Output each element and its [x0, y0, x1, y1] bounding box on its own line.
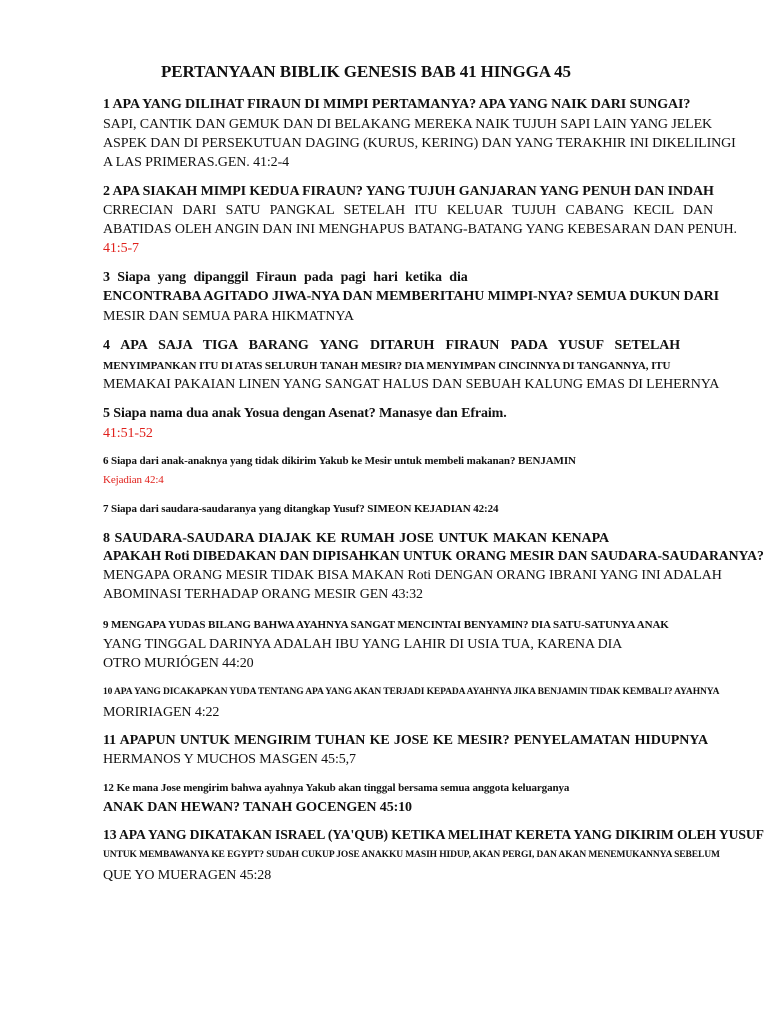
- question-8-line-2: APAKAH Roti DIBEDAKAN DAN DIPISAHKAN UNTUK ORANG MESIR DAN SAUDARA-SAUDARANYA?: [103, 549, 764, 564]
- question-6: 6 Siapa dari anak-anaknya yang tidak dikirim Yakub ke Mesir untuk membeli makanan? BENJAMIN: [103, 455, 576, 467]
- question-2: 2 APA SIAKAH MIMPI KEDUA FIRAUN? YANG TUJUH GANJARAN YANG PENUH DAN INDAH: [103, 184, 714, 199]
- answer-3: MESIR DAN SEMUA PARA HIKMATNYA: [103, 309, 354, 324]
- question-9: 9 MENGAPA YUDAS BILANG BAHWA AYAHNYA SANGAT MENCINTAI BENYAMIN? DIA SATU-SATUNYA ANAK: [103, 619, 669, 631]
- answer-4: MEMAKAI PAKAIAN LINEN YANG SANGAT HALUS DAN SEBUAH KALUNG EMAS DI LEHERNYA: [103, 377, 720, 392]
- question-11: 11 APAPUN UNTUK MENGIRIM TUHAN KE JOSE KE MESIR? PENYELAMATAN HIDUPNYA: [103, 733, 708, 748]
- answer-12: ANAK DAN HEWAN? TANAH GOCENGEN 45:10: [103, 800, 412, 815]
- answer-2-line-2: ABATIDAS OLEH ANGIN DAN INI MENGHAPUS BATANG-BATANG YANG KEBESARAN DAN PENUH.: [103, 222, 737, 237]
- answer-1-line-1: SAPI, CANTIK DAN GEMUK DAN DI BELAKANG MEREKA NAIK TUJUH SAPI LAIN YANG JELEK: [103, 117, 713, 132]
- question-4-line-1: 4 APA SAJA TIGA BARANG YANG DITARUH FIRAUN PADA YUSUF SETELAH: [103, 338, 680, 353]
- question-12: 12 Ke mana Jose mengirim bahwa ayahnya Yakub akan tinggal bersama semua anggota keluarganya: [103, 782, 570, 794]
- answer-2-line-1: CRRECIAN DARI SATU PANGKAL SETELAH ITU KELUAR TUJUH CABANG KECIL DAN: [103, 203, 713, 218]
- question-4-line-2: MENYIMPANKAN ITU DI ATAS SELURUH TANAH MESIR? DIA MENYIMPAN CINCINNYA DI TANGANNYA, ITU: [103, 360, 671, 372]
- question-13-line-2: UNTUK MEMBAWANYA KE EGYPT? SUDAH CUKUP JOSE ANAKKU MASIH HIDUP, AKAN PERGI, DAN AKAN MENEMUKANNYA SEBELUM: [103, 850, 720, 860]
- answer-10: MORIRIAGEN 4:22: [103, 705, 220, 720]
- page-title: PERTANYAAN BIBLIK GENESIS BAB 41 HINGGA 45: [161, 62, 571, 81]
- question-13-line-1: 13 APA YANG DIKATAKAN ISRAEL (YA'QUB) KETIKA MELIHAT KERETA YANG DIKIRIM OLEH YUSUF: [103, 828, 764, 843]
- answer-5-reference: 41:51-52: [103, 426, 153, 441]
- answer-9-line-2: OTRO MURIÓGEN 44:20: [103, 656, 254, 671]
- answer-6-reference: Kejadian 42:4: [103, 474, 164, 486]
- question-3-line-1: 3 Siapa yang dipanggil Firaun pada pagi hari ketika dia: [103, 270, 468, 285]
- question-3-line-2: ENCONTRABA AGITADO JIWA-NYA DAN MEMBERITAHU MIMPI-NYA? SEMUA DUKUN DARI: [103, 289, 719, 304]
- answer-1-line-2: ASPEK DAN DI PERSEKUTUAN DAGING (KURUS, KERING) DAN YANG TERAKHIR INI DIKELILINGI: [103, 136, 736, 151]
- question-7: 7 Siapa dari saudara-saudaranya yang ditangkap Yusuf? SIMEON KEJADIAN 42:24: [103, 503, 499, 515]
- answer-8-line-2: ABOMINASI TERHADAP ORANG MESIR GEN 43:32: [103, 587, 423, 602]
- question-1: 1 APA YANG DILIHAT FIRAUN DI MIMPI PERTAMANYA? APA YANG NAIK DARI SUNGAI?: [103, 97, 691, 112]
- answer-2-reference: 41:5-7: [103, 241, 139, 256]
- question-5: 5 Siapa nama dua anak Yosua dengan Asenat? Manasye dan Efraim.: [103, 406, 507, 421]
- answer-8-line-1: MENGAPA ORANG MESIR TIDAK BISA MAKAN Roti DENGAN ORANG IBRANI YANG INI ADALAH: [103, 568, 722, 583]
- answer-13: QUE YO MUERAGEN 45:28: [103, 868, 272, 883]
- answer-9-line-1: YANG TINGGAL DARINYA ADALAH IBU YANG LAHIR DI USIA TUA, KARENA DIA: [103, 637, 623, 652]
- answer-11: HERMANOS Y MUCHOS MASGEN 45:5,7: [103, 752, 356, 767]
- question-10: 10 APA YANG DICAKAPKAN YUDA TENTANG APA YANG AKAN TERJADI KEPADA AYAHNYA JIKA BENJAMIN TIDAK KEMBALI? AYAHNYA: [103, 687, 720, 697]
- question-8-line-1: 8 SAUDARA-SAUDARA DIAJAK KE RUMAH JOSE UNTUK MAKAN KENAPA: [103, 531, 609, 546]
- answer-1-line-3: A LAS PRIMERAS.GEN. 41:2-4: [103, 155, 290, 170]
